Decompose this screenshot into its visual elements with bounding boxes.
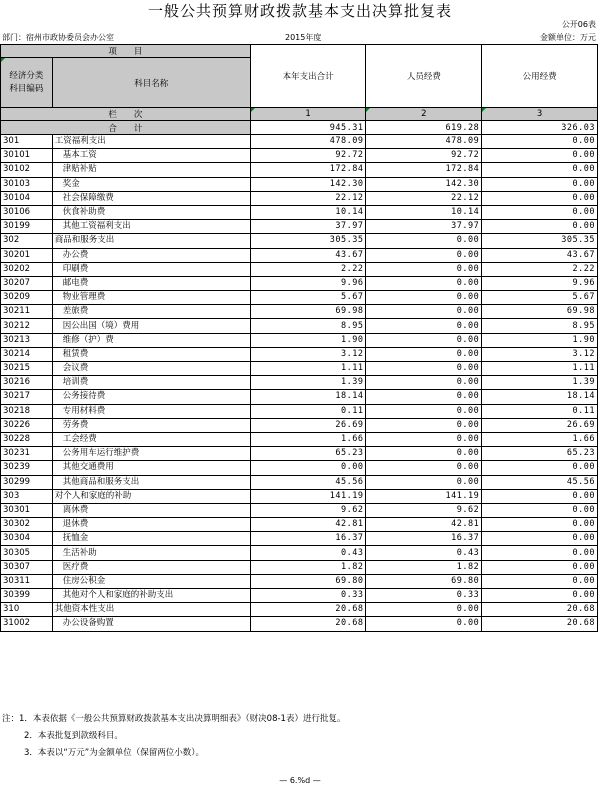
subject-name-cell: 专用材料费 bbox=[52, 404, 250, 418]
subject-name-cell: 对个人和家庭的补助 bbox=[52, 489, 250, 503]
table-row bbox=[1, 475, 598, 489]
public-amount-cell: 0.11 bbox=[482, 404, 598, 418]
table-row bbox=[1, 362, 598, 376]
econ-code-cell: 302 bbox=[1, 234, 53, 248]
public-amount-cell: 0.00 bbox=[482, 574, 598, 588]
econ-code-cell: 30302 bbox=[1, 518, 53, 532]
subject-name-cell: 因公出国（境）费用 bbox=[52, 319, 250, 333]
econ-code-cell: 30299 bbox=[1, 475, 53, 489]
total-amount-cell: 1.11 bbox=[250, 362, 366, 376]
table-row bbox=[1, 205, 598, 219]
econ-code-cell: 30106 bbox=[1, 205, 53, 219]
personnel-amount-cell: 0.33 bbox=[366, 589, 482, 603]
public-amount-cell: 0.00 bbox=[482, 177, 598, 191]
subject-name-cell: 办公设备购置 bbox=[52, 617, 250, 631]
econ-code-cell: 30215 bbox=[1, 362, 53, 376]
subject-name-cell: 津贴补贴 bbox=[52, 163, 250, 177]
public-amount-cell: 0.00 bbox=[482, 489, 598, 503]
econ-code-cell: 30213 bbox=[1, 333, 53, 347]
table-row bbox=[1, 149, 598, 163]
subject-name-cell: 其他商品和服务支出 bbox=[52, 475, 250, 489]
total-amount-cell: 42.81 bbox=[250, 518, 366, 532]
econ-code-cell: 310 bbox=[1, 603, 53, 617]
total-amount-cell: 172.84 bbox=[250, 163, 366, 177]
econ-code-cell: 30304 bbox=[1, 532, 53, 546]
personnel-amount-cell: 0.00 bbox=[366, 291, 482, 305]
econ-code-cell: 30199 bbox=[1, 220, 53, 234]
econ-code-cell: 303 bbox=[1, 489, 53, 503]
public-amount-cell: 0.00 bbox=[482, 546, 598, 560]
subject-name-cell: 工资福利支出 bbox=[52, 135, 250, 149]
grand-total-label: 合 计 bbox=[1, 121, 251, 135]
column-number-2: 2 bbox=[366, 108, 482, 121]
total-amount-cell: 20.68 bbox=[250, 617, 366, 631]
subject-name-cell: 公务接待费 bbox=[52, 390, 250, 404]
econ-code-cell: 30202 bbox=[1, 262, 53, 276]
total-amount-cell: 0.43 bbox=[250, 546, 366, 560]
public-expense-header: 公用经费 bbox=[482, 45, 598, 108]
table-row bbox=[1, 461, 598, 475]
econ-code-cell: 30101 bbox=[1, 149, 53, 163]
subject-name-cell: 其他资本性支出 bbox=[52, 603, 250, 617]
personnel-amount-cell: 141.19 bbox=[366, 489, 482, 503]
note-2: 2．本表批复到款级科目。 bbox=[24, 731, 123, 741]
personnel-amount-cell: 0.00 bbox=[366, 362, 482, 376]
public-amount-cell: 2.22 bbox=[482, 262, 598, 276]
personnel-amount-cell: 69.80 bbox=[366, 574, 482, 588]
subject-name-cell: 商品和服务支出 bbox=[52, 234, 250, 248]
subject-name-cell: 基本工资 bbox=[52, 149, 250, 163]
total-amount-cell: 1.66 bbox=[250, 432, 366, 446]
table-row bbox=[1, 319, 598, 333]
econ-code-cell: 30103 bbox=[1, 177, 53, 191]
subject-name-cell: 医疗费 bbox=[52, 560, 250, 574]
econ-code-cell: 31002 bbox=[1, 617, 53, 631]
total-amount-cell: 1.39 bbox=[250, 376, 366, 390]
table-row bbox=[1, 291, 598, 305]
personnel-amount-cell: 0.00 bbox=[366, 418, 482, 432]
econ-code-cell: 30307 bbox=[1, 560, 53, 574]
econ-code-cell: 30104 bbox=[1, 191, 53, 205]
econ-code-cell: 301 bbox=[1, 135, 53, 149]
total-amount-cell: 0.11 bbox=[250, 404, 366, 418]
subject-name-cell: 退休费 bbox=[52, 518, 250, 532]
page-number: — 6.%d — bbox=[279, 776, 321, 785]
subject-name-cell: 其他对个人和家庭的补助支出 bbox=[52, 589, 250, 603]
personnel-amount-cell: 0.00 bbox=[366, 475, 482, 489]
column-number-3: 3 bbox=[482, 108, 598, 121]
total-amount-cell: 2.22 bbox=[250, 262, 366, 276]
table-row bbox=[1, 333, 598, 347]
personnel-amount-cell: 0.00 bbox=[366, 347, 482, 361]
total-amount-cell: 43.67 bbox=[250, 248, 366, 262]
public-amount-cell: 1.90 bbox=[482, 333, 598, 347]
personnel-amount-cell: 0.00 bbox=[366, 262, 482, 276]
total-amount-cell: 3.12 bbox=[250, 347, 366, 361]
total-amount-cell: 92.72 bbox=[250, 149, 366, 163]
personnel-amount-cell: 0.00 bbox=[366, 603, 482, 617]
public-amount-cell: 45.56 bbox=[482, 475, 598, 489]
subject-name-header: 科目名称 bbox=[52, 58, 250, 108]
fiscal-year-label: 2015年度 bbox=[285, 33, 322, 42]
econ-code-header-line2: 科目编码 bbox=[9, 83, 44, 94]
public-amount-cell: 0.00 bbox=[482, 205, 598, 219]
personnel-amount-cell: 0.00 bbox=[366, 333, 482, 347]
total-amount-cell: 1.90 bbox=[250, 333, 366, 347]
subject-name-cell: 租赁费 bbox=[52, 347, 250, 361]
table-row bbox=[1, 248, 598, 262]
column-number-row bbox=[1, 108, 598, 121]
total-amount-cell: 0.33 bbox=[250, 589, 366, 603]
subject-name-cell: 工会经费 bbox=[52, 432, 250, 446]
econ-code-cell: 30214 bbox=[1, 347, 53, 361]
total-amount-cell: 45.56 bbox=[250, 475, 366, 489]
public-amount-cell: 0.00 bbox=[482, 589, 598, 603]
table-row bbox=[1, 376, 598, 390]
personnel-amount-cell: 0.00 bbox=[366, 390, 482, 404]
personnel-amount-cell: 0.00 bbox=[366, 305, 482, 319]
personnel-amount-cell: 1.82 bbox=[366, 560, 482, 574]
public-amount-cell: 0.00 bbox=[482, 560, 598, 574]
table-row bbox=[1, 503, 598, 517]
subject-name-cell: 其他工资福利支出 bbox=[52, 220, 250, 234]
econ-code-header-line1: 经济分类 bbox=[9, 70, 44, 81]
note-1: 注：1．本表依据《一般公共预算财政拨款基本支出决算明细表》（财决08-1表）进行批复。 bbox=[2, 714, 346, 724]
personnel-amount-cell: 0.00 bbox=[366, 319, 482, 333]
econ-code-cell: 30301 bbox=[1, 503, 53, 517]
subject-name-cell: 生活补助 bbox=[52, 546, 250, 560]
personnel-amount-cell: 16.37 bbox=[366, 532, 482, 546]
total-amount-cell: 37.97 bbox=[250, 220, 366, 234]
public-amount-cell: 1.39 bbox=[482, 376, 598, 390]
table-row bbox=[1, 447, 598, 461]
subject-name-cell: 会议费 bbox=[52, 362, 250, 376]
column-number-label: 栏 次 bbox=[1, 108, 251, 121]
table-row bbox=[1, 560, 598, 574]
subject-name-cell: 邮电费 bbox=[52, 276, 250, 290]
subject-name-cell: 社会保障缴费 bbox=[52, 191, 250, 205]
note-3: 3．本表以“万元”为金额单位（保留两位小数）。 bbox=[24, 748, 204, 758]
table-row bbox=[1, 617, 598, 631]
econ-code-cell: 30209 bbox=[1, 291, 53, 305]
project-header: 项 目 bbox=[1, 45, 251, 58]
total-amount-cell: 10.14 bbox=[250, 205, 366, 219]
econ-code-header bbox=[1, 58, 53, 108]
table-row bbox=[1, 163, 598, 177]
subject-name-cell: 伙食补助费 bbox=[52, 205, 250, 219]
personnel-amount-cell: 0.00 bbox=[366, 617, 482, 631]
table-row bbox=[1, 546, 598, 560]
subject-name-cell: 住房公积金 bbox=[52, 574, 250, 588]
subject-name-cell: 维修（护）费 bbox=[52, 333, 250, 347]
total-amount-cell: 20.68 bbox=[250, 603, 366, 617]
subject-name-cell: 办公费 bbox=[52, 248, 250, 262]
column-number-1: 1 bbox=[250, 108, 366, 121]
public-amount-cell: 20.68 bbox=[482, 617, 598, 631]
table-row bbox=[1, 432, 598, 446]
subject-name-cell: 其他交通费用 bbox=[52, 461, 250, 475]
public-amount-cell: 26.69 bbox=[482, 418, 598, 432]
table-row bbox=[1, 489, 598, 503]
table-row bbox=[1, 418, 598, 432]
public-amount-cell: 3.12 bbox=[482, 347, 598, 361]
econ-code-cell: 30201 bbox=[1, 248, 53, 262]
public-amount-cell: 0.00 bbox=[482, 220, 598, 234]
personnel-amount-cell: 0.00 bbox=[366, 447, 482, 461]
public-amount-cell: 0.00 bbox=[482, 532, 598, 546]
subject-name-cell: 培训费 bbox=[52, 376, 250, 390]
public-amount-cell: 0.00 bbox=[482, 503, 598, 517]
econ-code-cell: 30228 bbox=[1, 432, 53, 446]
public-amount-cell: 5.67 bbox=[482, 291, 598, 305]
public-amount-cell: 0.00 bbox=[482, 163, 598, 177]
econ-code-cell: 30211 bbox=[1, 305, 53, 319]
total-amount-cell: 141.19 bbox=[250, 489, 366, 503]
public-amount-cell: 0.00 bbox=[482, 135, 598, 149]
public-amount-cell: 9.96 bbox=[482, 276, 598, 290]
total-amount-cell: 22.12 bbox=[250, 191, 366, 205]
personnel-amount-cell: 37.97 bbox=[366, 220, 482, 234]
table-row bbox=[1, 603, 598, 617]
personnel-amount-cell: 172.84 bbox=[366, 163, 482, 177]
grand-total-public: 326.03 bbox=[482, 121, 598, 135]
total-amount-cell: 9.96 bbox=[250, 276, 366, 290]
personnel-amount-cell: 142.30 bbox=[366, 177, 482, 191]
subject-name-cell: 公务用车运行维护费 bbox=[52, 447, 250, 461]
total-amount-cell: 142.30 bbox=[250, 177, 366, 191]
total-amount-cell: 478.09 bbox=[250, 135, 366, 149]
personnel-amount-cell: 0.00 bbox=[366, 461, 482, 475]
header-row-project bbox=[1, 45, 598, 58]
personnel-amount-cell: 0.00 bbox=[366, 376, 482, 390]
table-row bbox=[1, 220, 598, 234]
public-amount-cell: 69.98 bbox=[482, 305, 598, 319]
grand-total-row bbox=[1, 121, 598, 135]
table-row bbox=[1, 276, 598, 290]
public-amount-cell: 18.14 bbox=[482, 390, 598, 404]
econ-code-cell: 30102 bbox=[1, 163, 53, 177]
total-expenditure-header: 本年支出合计 bbox=[250, 45, 366, 108]
department-label: 部门：宿州市政协委员会办公室 bbox=[2, 33, 114, 42]
subject-name-cell: 离休费 bbox=[52, 503, 250, 517]
public-amount-cell: 65.23 bbox=[482, 447, 598, 461]
total-amount-cell: 69.98 bbox=[250, 305, 366, 319]
econ-code-cell: 30217 bbox=[1, 390, 53, 404]
public-amount-cell: 1.66 bbox=[482, 432, 598, 446]
public-amount-cell: 43.67 bbox=[482, 248, 598, 262]
total-amount-cell: 5.67 bbox=[250, 291, 366, 305]
econ-code-cell: 30226 bbox=[1, 418, 53, 432]
total-amount-cell: 69.80 bbox=[250, 574, 366, 588]
amount-unit-label: 金额单位：万元 bbox=[540, 33, 596, 42]
personnel-amount-cell: 0.00 bbox=[366, 276, 482, 290]
subject-name-cell: 印刷费 bbox=[52, 262, 250, 276]
public-amount-cell: 305.35 bbox=[482, 234, 598, 248]
table-row bbox=[1, 262, 598, 276]
subject-name-cell: 物业管理费 bbox=[52, 291, 250, 305]
personnel-amount-cell: 42.81 bbox=[366, 518, 482, 532]
personnel-amount-cell: 0.43 bbox=[366, 546, 482, 560]
subject-name-cell: 抚恤金 bbox=[52, 532, 250, 546]
personnel-amount-cell: 92.72 bbox=[366, 149, 482, 163]
public-amount-cell: 1.11 bbox=[482, 362, 598, 376]
table-row bbox=[1, 532, 598, 546]
public-amount-cell: 8.95 bbox=[482, 319, 598, 333]
personnel-amount-cell: 9.62 bbox=[366, 503, 482, 517]
public-amount-cell: 0.00 bbox=[482, 191, 598, 205]
total-amount-cell: 16.37 bbox=[250, 532, 366, 546]
total-amount-cell: 18.14 bbox=[250, 390, 366, 404]
econ-code-cell: 30216 bbox=[1, 376, 53, 390]
report-title: 一般公共预算财政拨款基本支出决算批复表 bbox=[147, 2, 452, 20]
econ-code-cell: 30207 bbox=[1, 276, 53, 290]
table-row bbox=[1, 177, 598, 191]
econ-code-cell: 30231 bbox=[1, 447, 53, 461]
table-row bbox=[1, 574, 598, 588]
table-row bbox=[1, 191, 598, 205]
personnel-amount-cell: 0.00 bbox=[366, 432, 482, 446]
table-row bbox=[1, 305, 598, 319]
notes-section bbox=[0, 711, 600, 762]
table-row bbox=[1, 234, 598, 248]
total-amount-cell: 26.69 bbox=[250, 418, 366, 432]
table-row bbox=[1, 347, 598, 361]
public-amount-cell: 0.00 bbox=[482, 149, 598, 163]
public-amount-cell: 20.68 bbox=[482, 603, 598, 617]
econ-code-cell: 30212 bbox=[1, 319, 53, 333]
subject-name-cell: 奖金 bbox=[52, 177, 250, 191]
report-header-line bbox=[0, 32, 600, 43]
total-amount-cell: 9.62 bbox=[250, 503, 366, 517]
total-amount-cell: 1.82 bbox=[250, 560, 366, 574]
personnel-amount-cell: 0.00 bbox=[366, 248, 482, 262]
grand-total-amount: 945.31 bbox=[250, 121, 366, 135]
econ-code-cell: 30399 bbox=[1, 589, 53, 603]
public-amount-cell: 0.00 bbox=[482, 461, 598, 475]
total-amount-cell: 305.35 bbox=[250, 234, 366, 248]
econ-code-cell: 30239 bbox=[1, 461, 53, 475]
personnel-amount-cell: 0.00 bbox=[366, 404, 482, 418]
total-amount-cell: 8.95 bbox=[250, 319, 366, 333]
table-row bbox=[1, 589, 598, 603]
subject-name-cell: 差旅费 bbox=[52, 305, 250, 319]
personnel-amount-cell: 0.00 bbox=[366, 234, 482, 248]
subject-name-cell: 劳务费 bbox=[52, 418, 250, 432]
econ-code-cell: 30305 bbox=[1, 546, 53, 560]
budget-table bbox=[0, 44, 598, 632]
personnel-expense-header: 人员经费 bbox=[366, 45, 482, 108]
total-amount-cell: 0.00 bbox=[250, 461, 366, 475]
personnel-amount-cell: 22.12 bbox=[366, 191, 482, 205]
form-code: 公开06表 bbox=[561, 20, 596, 29]
grand-total-personnel: 619.28 bbox=[366, 121, 482, 135]
table-row bbox=[1, 518, 598, 532]
public-amount-cell: 0.00 bbox=[482, 518, 598, 532]
econ-code-cell: 30311 bbox=[1, 574, 53, 588]
table-row bbox=[1, 404, 598, 418]
table-row bbox=[1, 390, 598, 404]
personnel-amount-cell: 10.14 bbox=[366, 205, 482, 219]
table-row bbox=[1, 135, 598, 149]
econ-code-cell: 30218 bbox=[1, 404, 53, 418]
total-amount-cell: 65.23 bbox=[250, 447, 366, 461]
personnel-amount-cell: 478.09 bbox=[366, 135, 482, 149]
